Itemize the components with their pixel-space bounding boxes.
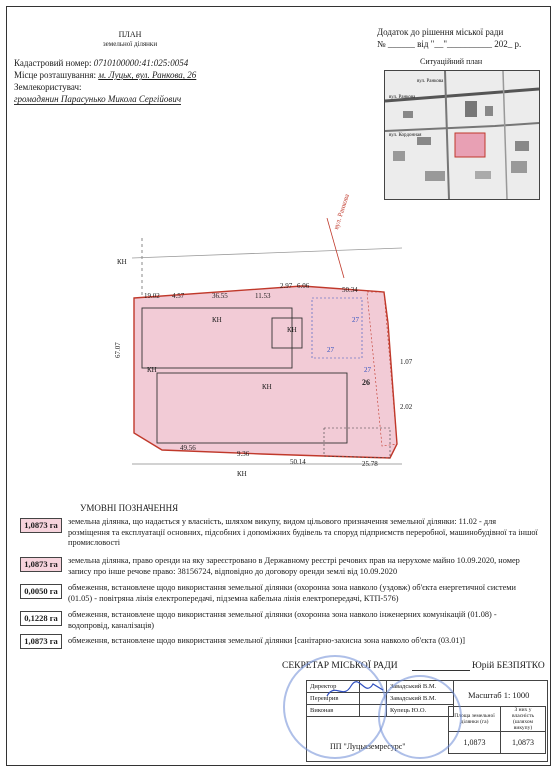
dim-label-7: 50.34: [342, 286, 358, 294]
signature-line: [412, 670, 470, 671]
note-27-1: 27: [352, 316, 359, 324]
stamp-company: ПП "Луцькземресурс": [330, 742, 406, 751]
stamp-role-3: Виконав: [307, 705, 360, 717]
stamp-col1-header: Площа земельної ділянки (га): [449, 707, 501, 732]
legend-text-3: обмеження, встановлене щодо використання земельної ділянки (охоронна зона навколо (уздовж) об'єкта енергетичної системи (01.05) - повітряна лінія електропередачі, підземна кабельна лінія електропередачі, КТП-576): [68, 583, 516, 603]
map-code-kn-2: КН: [212, 316, 222, 324]
seal-stamp-2: [378, 675, 462, 759]
stamp-name-1: Завадський В.М.: [387, 681, 454, 693]
legend-area-5: 1,0873 га: [20, 634, 62, 649]
dim-label-10: 9.36: [237, 450, 250, 458]
addendum-line2: № ______ від "__"__________ 202_ р.: [377, 39, 522, 49]
dim-label-4: 11.53: [255, 292, 271, 300]
legend-text-4: обмеження, встановлене щодо використання земельної ділянки (охоронна зона навколо інженерних комунікацій (01.08) - водопровід, каналізація): [68, 610, 497, 630]
dim-label-1: 19.02: [144, 292, 160, 300]
dim-label-13: 2.02: [400, 403, 413, 411]
seal-stamp: [283, 655, 387, 759]
legend-area-4: 0,1228 га: [20, 611, 62, 626]
user-value: громадянин Парасунько Микола Сергійович: [14, 94, 182, 104]
legend-text-2: земельна ділянка, право оренди на яку зареєстровано в Державному реєстрі речових прав на нерухоме майно 10.09.2020, номер запису про інше речове право: 38156724, відповідно до договору оренди землі від 10.09.2020: [68, 556, 520, 576]
dim-label-11: 50.14: [290, 458, 306, 466]
secretary-label: СЕКРЕТАР МІСЬКОЇ РАДИ: [282, 661, 398, 671]
dim-label-12: 25.78: [362, 460, 378, 468]
map-street-label: вул. Ранкова: [332, 192, 352, 231]
situation-plan-title: Ситуаційний план: [420, 57, 483, 66]
legend-text-1: земельна ділянка, що надається у власність, шляхом викупу, видом цільового призначення земельної ділянки: 11.02 - для розміщення та експлуатації основних, підсобних і допоміжних будівель та споруд підприємств переробної, машинобудівної та іншої промисловості: [68, 517, 538, 547]
situation-street-label-1: вул. Ранкова: [417, 79, 444, 84]
cadastral-row: [14, 58, 188, 68]
situation-street-label-2: вул. Ранкова: [389, 95, 416, 100]
plan-subtitle: земельної ділянки: [102, 40, 158, 48]
situation-street-label-3: вул. Кордонная: [389, 133, 422, 138]
dim-label-14: 1.07: [400, 358, 413, 366]
location-label: Місце розташування:: [14, 70, 96, 80]
addendum-line1: Додаток до рішення міської ради: [377, 27, 504, 37]
dim-label-8: 67.07: [114, 342, 122, 358]
map-code-kn-6: КН: [237, 470, 247, 478]
dim-label-6: 6.06: [297, 282, 310, 290]
situation-plan-map: [384, 70, 540, 200]
note-27-3: 27: [364, 366, 371, 374]
location-row: [14, 70, 196, 80]
dim-label-5: 2.97: [280, 282, 293, 290]
stamp-col2-value: 1,0873: [501, 732, 546, 754]
legend-text-5: обмеження, встановлене щодо використання земельної ділянки [санітарно-захисна зона навколо об'єкта (03.01)]: [68, 636, 466, 645]
stamp-col1-value: 1,0873: [449, 732, 501, 754]
cadastral-value: 0710100000:41:025:0054: [93, 58, 189, 68]
map-code-kn-1: КН: [117, 258, 127, 266]
map-code-kn-4: КН: [147, 366, 157, 374]
legend-area-2: 1,0873 га: [20, 557, 62, 572]
note-27-2: 27: [327, 346, 334, 354]
stamp-role-2: Перевірив: [307, 693, 360, 705]
map-plot-number: 26: [362, 378, 370, 387]
dim-label-3: 36.55: [212, 292, 228, 300]
stamp-col2-header: З них у власність (шляхом викупу): [501, 707, 546, 732]
legend-area-3: 0,0050 га: [20, 584, 62, 599]
dim-label-9: 49.56: [180, 444, 196, 452]
plan-title: ПЛАН: [118, 30, 142, 39]
location-value: м. Луцьк, вул. Ранкова, 26: [98, 70, 197, 80]
stamp-scale: Масштаб 1: 1000: [468, 690, 530, 700]
stamp-name-3: Купець Ю.О.: [387, 705, 454, 717]
map-code-kn-5: КН: [262, 383, 272, 391]
dim-label-2: 4.57: [172, 292, 185, 300]
stamp-area-table: [448, 706, 546, 754]
map-code-kn-3: КН: [287, 326, 297, 334]
legend-area-1: 1,0873 га: [20, 518, 62, 533]
user-label: Землекористувач:: [14, 82, 82, 92]
cadastral-label: Кадастровий номер:: [14, 58, 92, 68]
stamp-name-2: Завадський В.М.: [387, 693, 454, 705]
secretary-name: Юрій БЕЗПЯТКО: [472, 661, 545, 671]
signature-scribble: [325, 678, 385, 707]
cadastral-map: [112, 192, 413, 480]
legend-title: УМОВНІ ПОЗНАЧЕННЯ: [80, 503, 179, 513]
stamp-role-1: Директор: [307, 681, 360, 693]
